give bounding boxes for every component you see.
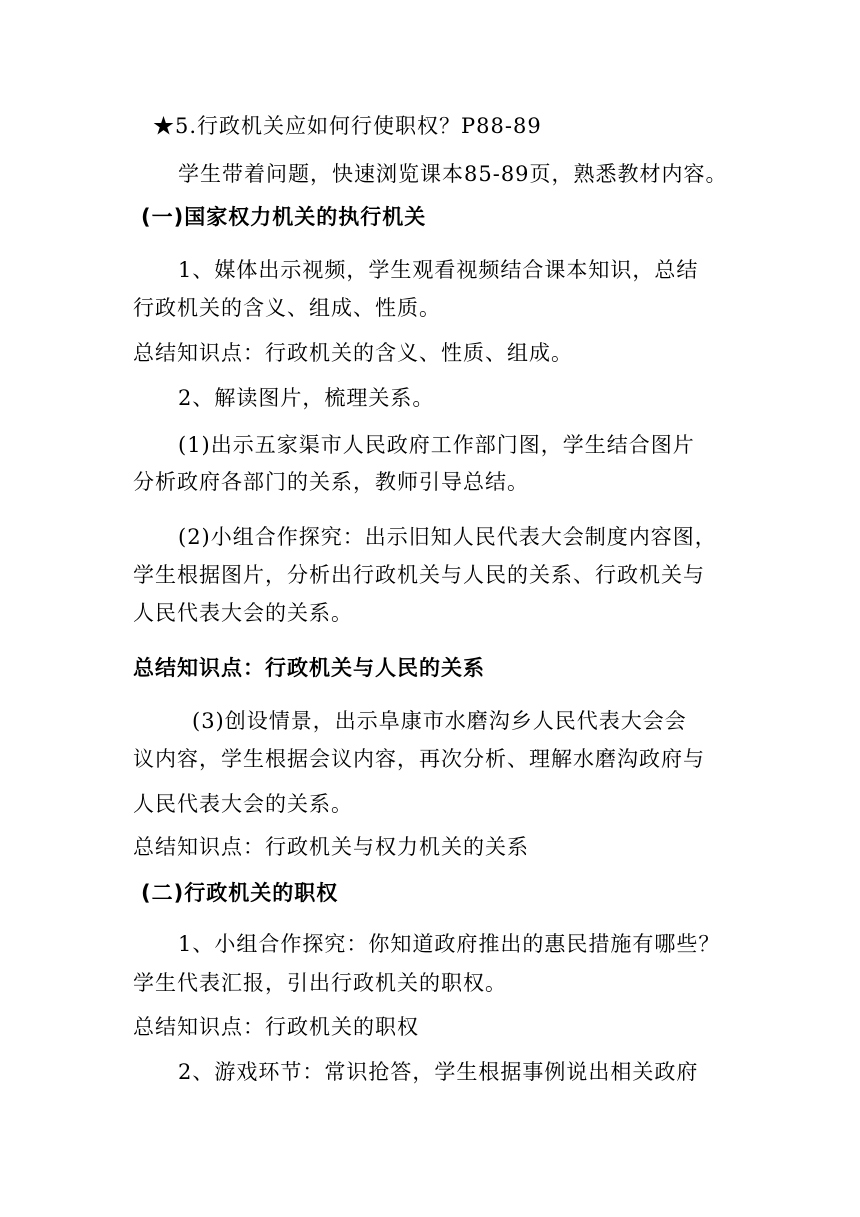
paragraph-line: 人民代表大会的关系。: [133, 792, 353, 816]
section-heading: (二)行政机关的职权: [141, 881, 339, 905]
summary-line: 总结知识点：行政机关与权力机关的关系: [133, 835, 529, 859]
paragraph-line: 2、游戏环节：常识抢答，学生根据事例说出相关政府: [178, 1060, 699, 1084]
paragraph-line: 行政机关的含义、组成、性质。: [133, 296, 441, 320]
paragraph-line: 学生代表汇报，引出行政机关的职权。: [133, 971, 507, 995]
paragraph-line: (1)出示五家渠市人民政府工作部门图，学生结合图片: [178, 433, 695, 457]
paragraph-line: (2)小组合作探究：出示旧知人民代表大会制度内容图，: [178, 525, 717, 549]
paragraph-line: 分析政府各部门的关系，教师引导总结。: [133, 470, 529, 494]
question-heading: ★5.行政机关应如何行使职权？P88-89: [153, 114, 542, 138]
paragraph-line: 学生带着问题，快速浏览课本85-89页，熟悉教材内容。: [178, 162, 728, 186]
paragraph-line: 1、小组合作探究：你知道政府推出的惠民措施有哪些？: [178, 932, 721, 956]
paragraph-line: 议内容，学生根据会议内容，再次分析、理解水磨沟政府与: [133, 747, 705, 771]
paragraph-line: 2、解读图片，梳理关系。: [178, 386, 435, 410]
summary-line: 总结知识点：行政机关的职权: [133, 1015, 419, 1039]
paragraph-line: 人民代表大会的关系。: [133, 601, 353, 625]
summary-line-bold: 总结知识点：行政机关与人民的关系: [133, 656, 485, 680]
summary-line: 总结知识点：行政机关的含义、性质、组成。: [133, 341, 573, 365]
paragraph-line: 学生根据图片，分析出行政机关与人民的关系、行政机关与: [133, 563, 705, 587]
paragraph-line: 1、媒体出示视频，学生观看视频结合课本知识，总结: [178, 258, 699, 282]
section-heading: (一)国家权力机关的执行机关: [141, 205, 427, 229]
paragraph-line: (3)创设情景，出示阜康市水磨沟乡人民代表大会会: [192, 709, 687, 733]
